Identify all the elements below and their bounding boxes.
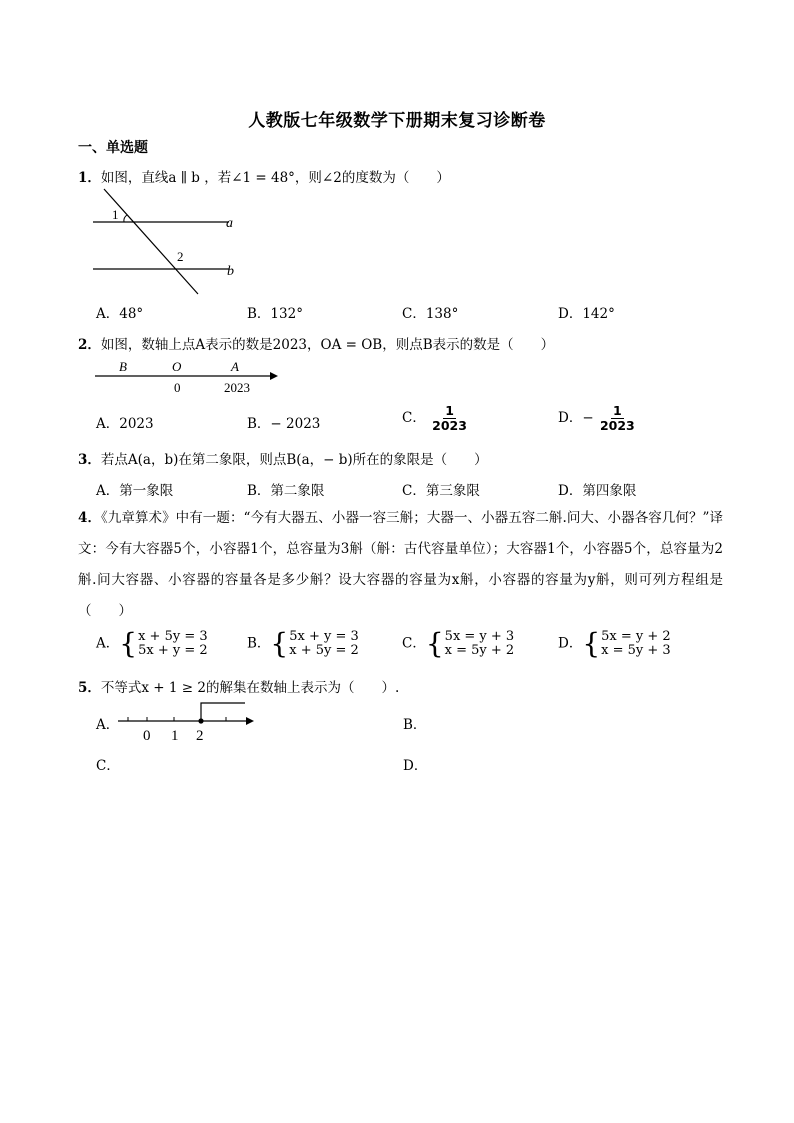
question-text: 若点A(a，b)在第二象限，则点B(a，− b)所在的象限是（ ）	[100, 452, 488, 468]
q1-option-d[interactable]: D．142°	[558, 306, 615, 322]
angle-1-label: 1	[112, 207, 119, 222]
q2-option-b[interactable]: B．− 2023	[247, 416, 321, 432]
question-number: 1．	[78, 170, 101, 186]
question-5	[78, 676, 399, 696]
angle-2-label: 2	[177, 249, 184, 264]
question-number: 2．	[78, 337, 101, 353]
fraction: $\frac{1}{2023}$	[432, 403, 467, 433]
line-a-label: a	[226, 216, 233, 231]
q1-option-c[interactable]: C．138°	[402, 306, 459, 322]
question-number: 3．	[78, 452, 101, 468]
point-a-label: A	[231, 359, 239, 374]
equation-system: { 5x + y = 3 x + 5y = 2	[270, 627, 359, 660]
parallel-lines-figure	[90, 185, 250, 297]
q5-option-d[interactable]: D．	[403, 758, 428, 774]
q4-option-a[interactable]: A． { x + 5y = 3 5x + y = 2	[96, 627, 208, 660]
page-title: 人教版七年级数学下册期末复习诊断卷	[248, 111, 546, 131]
q3-option-c[interactable]: C．第三象限	[402, 483, 480, 499]
q3-option-d[interactable]: D．第四象限	[558, 483, 637, 499]
q2-option-a[interactable]: A．2023	[96, 416, 154, 432]
q3-option-b[interactable]: B．第二象限	[247, 483, 325, 499]
q5-option-a-numberline	[118, 700, 258, 745]
q2-option-c[interactable]: C． $\frac{1}{2023}$	[402, 403, 467, 433]
question-text: 《九章算术》中有一题：“今有大器五、小器一容三斛；大器一、小器五容二斛.问大、小器各容几何？”译文：今有大容器5个，小容器1个，总容量为3斛（斛：古代容量单位）；大容器1个，小容器5个，总容量为2斛.问大容器、小容器的容量各是多少斛？设大容器的容量为x斛，小容器的容量为y斛，则可列方程组是（ ）	[78, 510, 723, 619]
q2-option-d[interactable]: D．− $\frac{1}{2023}$	[558, 403, 635, 433]
line-b-label: b	[227, 264, 234, 279]
question-text: 如图，直线a ∥ b ，若∠1 = 48°，则∠2的度数为（ ）	[100, 170, 450, 186]
q4-option-b[interactable]: B． { 5x + y = 3 x + 5y = 2	[247, 627, 359, 660]
number-line-figure	[95, 356, 280, 398]
point-o-label: O	[172, 359, 182, 374]
tick-2023-label: 2023	[224, 380, 250, 395]
question-2	[78, 333, 554, 353]
q5-option-a[interactable]: A．	[96, 717, 120, 733]
q3-option-a[interactable]: A．第一象限	[96, 483, 174, 499]
question-number: 5．	[78, 680, 101, 696]
question-1	[78, 166, 450, 186]
q1-option-a[interactable]: A．48°	[96, 306, 144, 322]
q1-option-b[interactable]: B．132°	[247, 306, 303, 322]
q5-option-b[interactable]: B．	[403, 717, 427, 733]
question-3	[78, 448, 488, 468]
svg-text:0: 0	[143, 728, 151, 744]
point-b-label: B	[119, 359, 127, 374]
svg-text:1: 1	[171, 728, 179, 744]
question-4	[78, 503, 723, 627]
svg-text:2: 2	[196, 728, 204, 744]
question-number: 4．	[78, 510, 102, 526]
q4-option-c[interactable]: C． { 5x = y + 3 x = 5y + 2	[402, 627, 515, 660]
question-text: 如图，数轴上点A表示的数是2023，OA = OB，则点B表示的数是（ ）	[100, 337, 555, 353]
section-heading: 一、单选题	[78, 140, 148, 156]
q4-option-d[interactable]: D． { 5x = y + 2 x = 5y + 3	[558, 627, 671, 660]
equation-system: { x + 5y = 3 5x + y = 2	[119, 627, 208, 660]
equation-system: { 5x = y + 3 x = 5y + 2	[425, 627, 515, 660]
question-text: 不等式x + 1 ≥ 2的解集在数轴上表示为（ ）.	[100, 680, 400, 696]
q5-option-c[interactable]: C．	[96, 758, 120, 774]
fraction: $\frac{1}{2023}$	[599, 403, 635, 433]
tick-zero-label: 0	[174, 380, 181, 395]
equation-system: { 5x = y + 2 x = 5y + 3	[582, 627, 671, 660]
